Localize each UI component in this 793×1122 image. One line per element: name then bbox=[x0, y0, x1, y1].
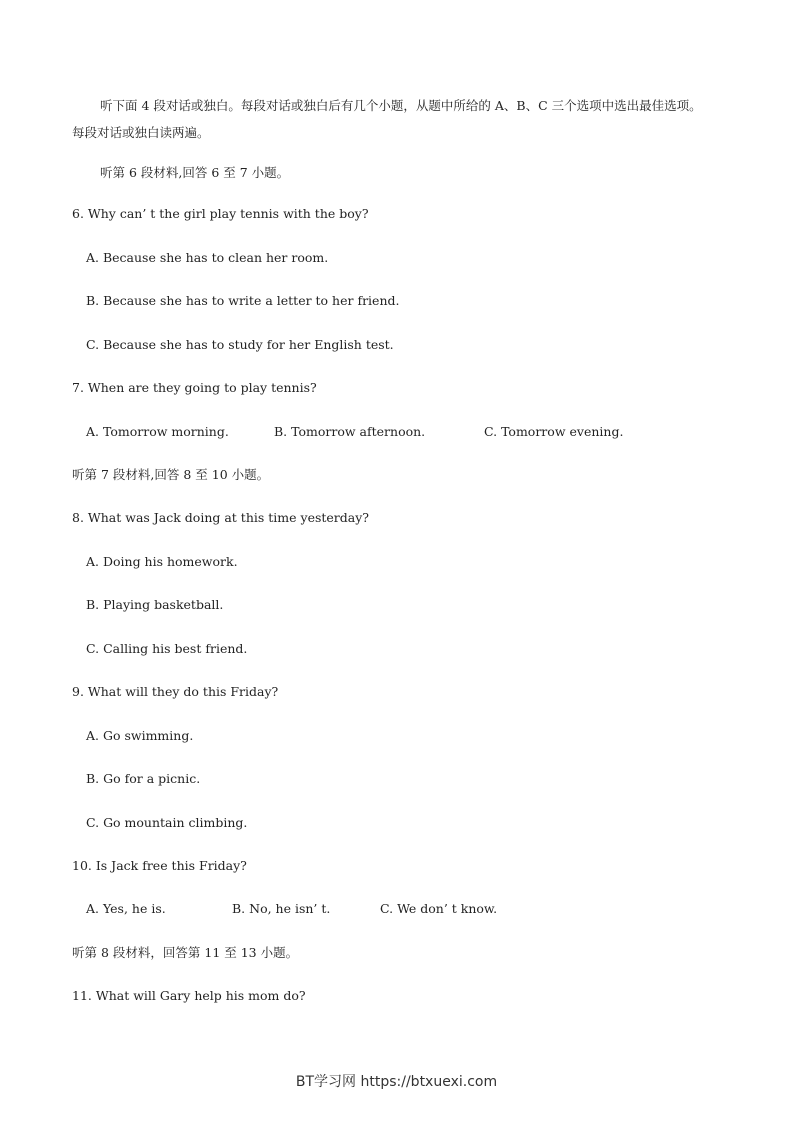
question-6-option-c: C. Because she has to study for her English test. bbox=[86, 337, 394, 352]
page-footer-watermark: BT学习网 https://btxuexi.com bbox=[295, 1074, 498, 1090]
question-10: 10. Is Jack free this Friday? bbox=[72, 858, 247, 873]
question-10-option-b: B. No, he isn’ t. bbox=[232, 901, 331, 916]
question-10-options bbox=[86, 900, 497, 918]
question-6: 6. Why can’ t the girl play tennis with the boy? bbox=[72, 206, 369, 221]
question-8-option-a: A. Doing his homework. bbox=[86, 554, 238, 569]
section-8-heading: 听第 8 段材料，回答第 11 至 13 小题。 bbox=[72, 945, 299, 960]
question-10-option-c: C. We don’ t know. bbox=[380, 901, 498, 916]
question-8-option-c: C. Calling his best friend. bbox=[86, 641, 248, 656]
question-11: 11. What will Gary help his mom do? bbox=[72, 988, 306, 1003]
section-6-heading: 听第 6 段材料,回答 6 至 7 小题。 bbox=[100, 165, 290, 180]
question-9-option-b: B. Go for a picnic. bbox=[86, 771, 201, 786]
question-7-options bbox=[86, 423, 623, 441]
question-6-option-a: A. Because she has to clean her room. bbox=[86, 250, 329, 265]
question-9-option-c: C. Go mountain climbing. bbox=[86, 815, 248, 830]
question-8-option-b: B. Playing basketball. bbox=[86, 597, 224, 612]
question-7: 7. When are they going to play tennis? bbox=[72, 380, 317, 395]
question-8: 8. What was Jack doing at this time yesterday? bbox=[72, 510, 369, 525]
question-10-option-a: A. Yes, he is. bbox=[86, 901, 166, 916]
instructions-paragraph: 听下面 4 段对话或独白。每段对话或独白后有几个小题，从题中所给的 A、B、C 三个选项中选出最佳选项。每段对话或独白读两遍。 bbox=[72, 98, 702, 140]
question-9: 9. What will they do this Friday? bbox=[72, 684, 279, 699]
question-7-option-c: C. Tomorrow evening. bbox=[484, 424, 624, 439]
question-9-option-a: A. Go swimming. bbox=[86, 728, 194, 743]
question-6-option-b: B. Because she has to write a letter to her friend. bbox=[86, 293, 400, 308]
question-7-option-b: B. Tomorrow afternoon. bbox=[274, 424, 426, 439]
question-7-option-a: A. Tomorrow morning. bbox=[86, 424, 229, 439]
section-7-heading: 听第 7 段材料,回答 8 至 10 小题。 bbox=[72, 467, 270, 482]
